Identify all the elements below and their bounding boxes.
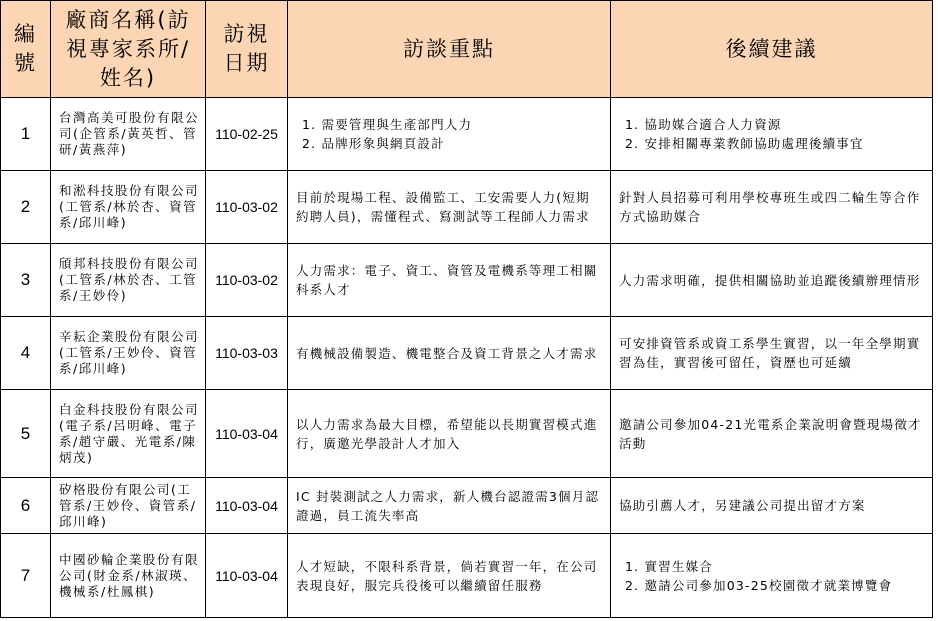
suggestion-line: 人力需求明確，提供相關協助並追蹤後續辦理情形 <box>619 272 921 288</box>
row-number: 7 <box>1 534 51 618</box>
follow-up-suggestion <box>611 478 933 534</box>
table-row <box>1 534 933 618</box>
visit-date: 110-03-04 <box>206 478 288 534</box>
interview-focus <box>288 98 611 171</box>
visit-date: 110-02-25 <box>206 98 288 171</box>
interview-focus <box>288 478 611 534</box>
row-number: 5 <box>1 390 51 478</box>
focus-line: 人才短缺，不限科系背景，倘若實習一年，在公司表現良好，服完兵役後可以繼續留任服務 <box>296 558 598 593</box>
focus-line: 目前於現場工程、設備監工、工安需要人力(短期約聘人員)，需懂程式、寫測試等工程師人力需求 <box>296 190 590 224</box>
focus-line: 1. 需要管理與生產部門人力 <box>302 117 473 132</box>
company-name: 矽格股份有限公司(工管系/王妙伶、資管系/邱川峰) <box>51 478 206 534</box>
follow-up-suggestion <box>611 171 933 244</box>
visit-date: 110-03-02 <box>206 171 288 244</box>
visit-date: 110-03-03 <box>206 317 288 390</box>
table-row <box>1 317 933 390</box>
follow-up-suggestion <box>611 390 933 478</box>
suggestion-line: 1. 協助媒合適合人力資源 <box>625 117 782 132</box>
suggestion-line: 2. 安排相關專業教師協助處理後續事宜 <box>625 136 864 151</box>
header-focus: 訪談重點 <box>288 1 611 98</box>
row-number: 4 <box>1 317 51 390</box>
company-name: 辛耘企業股份有限公司(工管系/王妙伶、資管系/邱川峰) <box>51 317 206 390</box>
follow-up-suggestion <box>611 317 933 390</box>
header-company: 廠商名稱(訪視專家系所/姓名) <box>51 1 206 98</box>
company-name: 頎邦科技股份有限公司(工管系/林於杏、工管系/王妙伶) <box>51 244 206 317</box>
row-number: 2 <box>1 171 51 244</box>
suggestion-line: 2. 邀請公司參加03-25校園徵才就業博覽會 <box>625 577 893 593</box>
interview-focus <box>288 244 611 317</box>
suggestion-line: 協助引薦人才，另建議公司提出留才方案 <box>619 498 866 513</box>
suggestion-line: 針對人員招募可利用學校專班生或四二輪生等合作方式協助媒合 <box>619 190 921 224</box>
visit-date: 110-03-04 <box>206 390 288 478</box>
table-header-row <box>1 1 933 98</box>
follow-up-suggestion <box>611 534 933 618</box>
table-row <box>1 244 933 317</box>
suggestion-line: 邀請公司參加04-21光電系企業說明會暨現場徵才活動 <box>619 416 922 451</box>
header-no: 編號 <box>1 1 51 98</box>
row-number: 6 <box>1 478 51 534</box>
header-suggestion: 後續建議 <box>611 1 933 98</box>
company-name: 和淞科技股份有限公司(工管系/林於杏、資管系/邱川峰) <box>51 171 206 244</box>
header-date: 訪視日期 <box>206 1 288 98</box>
visit-date: 110-03-02 <box>206 244 288 317</box>
follow-up-suggestion <box>611 244 933 317</box>
table-row <box>1 390 933 478</box>
focus-line: 以人力需求為最大目標，希望能以長期實習模式進行，廣邀光學設計人才加入 <box>296 416 598 451</box>
company-name: 白金科技股份有限公司(電子系/呂明峰、電子系/趙守嚴、光電系/陳炳茂) <box>51 390 206 478</box>
table-row <box>1 171 933 244</box>
interview-focus <box>288 390 611 478</box>
follow-up-suggestion <box>611 98 933 171</box>
interview-focus <box>288 171 611 244</box>
suggestion-line: 可安排資管系或資工系學生實習，以一年全學期實習為佳，實習後可留任，資歷也可延續 <box>619 336 921 370</box>
visit-date: 110-03-04 <box>206 534 288 618</box>
interview-focus <box>288 534 611 618</box>
row-number: 1 <box>1 98 51 171</box>
focus-line: 2. 品牌形象與網頁設計 <box>302 136 445 151</box>
row-number: 3 <box>1 244 51 317</box>
table-row <box>1 98 933 171</box>
interview-focus <box>288 317 611 390</box>
focus-line: 有機械設備製造、機電整合及資工背景之人才需求 <box>296 345 598 361</box>
focus-line: 人力需求：電子、資工、資管及電機系等理工相關科系人才 <box>296 263 598 297</box>
focus-line: IC 封裝測試之人力需求，新人機台認證需3個月認證過，員工流失率高 <box>296 488 600 523</box>
table-row <box>1 478 933 534</box>
suggestion-line: 1. 實習生媒合 <box>625 558 713 574</box>
company-name: 台灣高美可股份有限公司(企管系/黃英哲、管研/黃燕萍) <box>51 98 206 171</box>
company-name: 中國砂輪企業股份有限公司(財金系/林淑瑛、機械系/杜鳳棋) <box>51 534 206 618</box>
